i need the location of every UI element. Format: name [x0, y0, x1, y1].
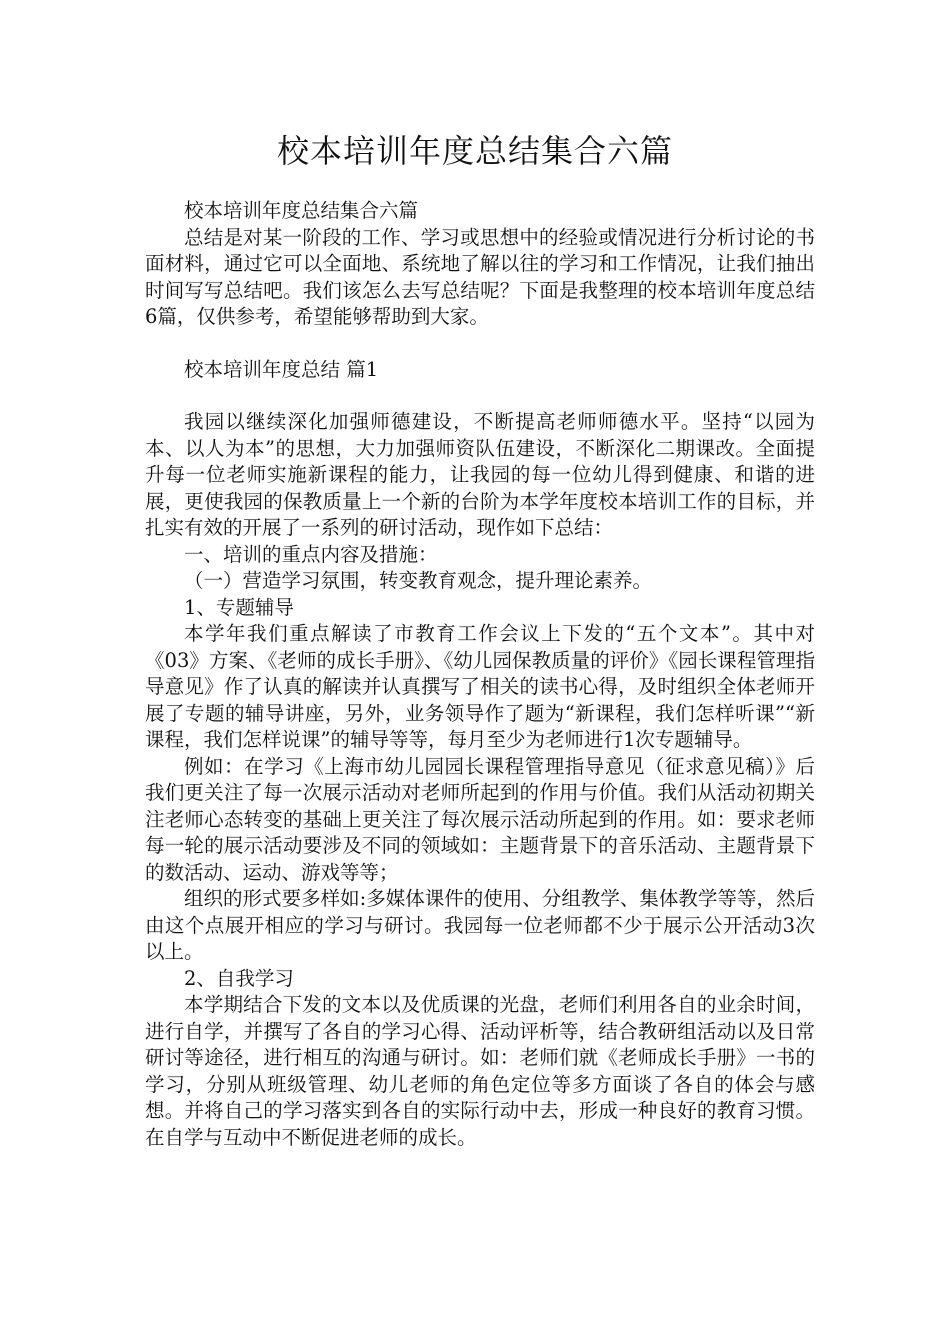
paragraph: 本学期结合下发的文本以及优质课的光盘，老师们利用各自的业余时间，进行自学，并撰写了各自的学习心得、活动评析等，结合教研组活动以及日常研讨等途径，进行相互的沟通与研讨。如：老师们就《老师成长手册》一书的学习，分别从班级管理、幼儿老师的角色定位等多方面谈了各自的体会与感想。并将自己的学习落实到各自的实际行动中去，形成一种良好的教育习惯。在自学与互动中不断促进老师的成长。 [145, 993, 815, 1149]
document-body [145, 198, 815, 1151]
paragraph-intro: 总结是对某一阶段的工作、学习或思想中的经验或情况进行分析讨论的书面材料，通过它可以全面地、系统地了解以往的学习和工作情况，让我们抽出时间写写总结吧。我们该怎么去写总结呢？下面是我整理的校本培训年度总结6篇，仅供参考，希望能够帮助到大家。 [145, 225, 815, 328]
subheading: 一、培训的重点内容及措施： [184, 542, 438, 566]
paragraph-subtitle: 校本培训年度总结集合六篇 [184, 199, 419, 222]
paragraph: 我园以继续深化加强师德建设，不断提高老师师德水平。坚持“以园为本、以人为本”的思想，大力加强师资队伍建设，不断深化二期课改。全面提升每一位老师实施新课程的能力，让我园的每一位幼儿得到健康、和谐的进展，更使我园的保教质量上一个新的台阶为本学年度校本培训工作的目标，并扎实有效的开展了一系列的研讨活动，现作如下总结： [145, 410, 815, 539]
spacer [145, 331, 815, 357]
paragraph: 例如：在学习《上海市幼儿园园长课程管理指导意见（征求意见稿）》后我们更关注了每一次展示活动对老师所起到的作用与价值。我们从活动初期关注老师心态转变的基础上更关注了每次展示活动所起到的作用。如：要求老师每一轮的展示活动要涉及不同的领域如：主题背景下的音乐活动、主题背景下的数活动、运动、游戏等等； [145, 754, 815, 884]
document-title: 校本培训年度总结集合六篇 [276, 132, 673, 170]
section-heading: 校本培训年度总结 篇1 [184, 357, 379, 381]
subheading: 1、专题辅导 [184, 595, 294, 619]
subheading: （一）营造学习氛围，转变教育观念，提升理论素养。 [184, 569, 653, 592]
paragraph: 本学年我们重点解读了市教育工作会议上下发的“五个文本”。其中对《03》方案、《老师的成长手册》、《幼儿园保教质量的评价》《园长课程管理指导意见》作了认真的解读并认真撰写了相关的读书心得，及时组织全体老师开展了专题的辅导讲座，另外，业务领导作了题为“新课程，我们怎样听课”“新课程，我们怎样说课”的辅导等等，每月至少为老师进行1次专题辅导。 [145, 622, 815, 751]
paragraph: 组织的形式要多样如:多媒体课件的使用、分组教学、集体教学等等，然后由这个点展开相应的学习与研讨。我园每一位老师都不少于展示公开活动3次以上。 [145, 887, 815, 963]
subheading: 2、自我学习 [184, 966, 294, 990]
spacer [145, 383, 815, 409]
